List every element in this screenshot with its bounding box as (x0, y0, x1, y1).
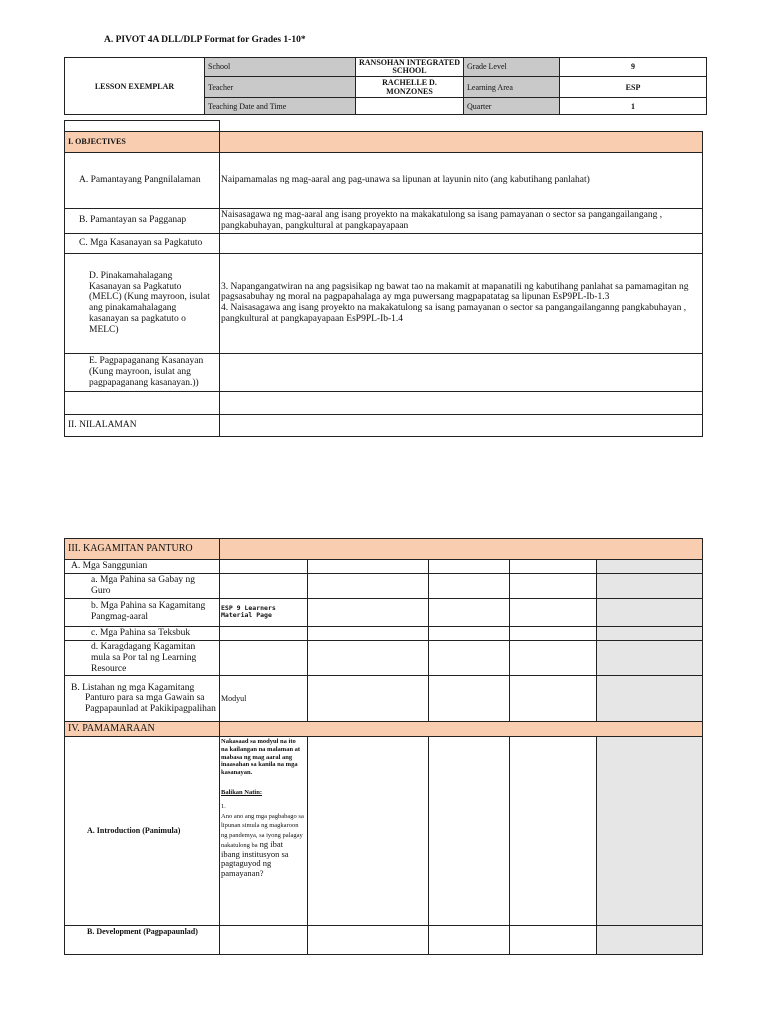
question-text-large: ng ibat ibang institusyon sa pagtaguyod ng pamayanan? (221, 838, 289, 879)
grade-level-value: 9 (560, 58, 707, 77)
introduction-content (220, 736, 308, 925)
melc-item-3: 3. Napangangatwiran na ang pagsisikap ng bawat tao na makamit at mapanatili ng kabutihang panlahat sa pamamagitan ng pagsasabuhay ng moral na pagpapahalaga ay mga puwersang magpapatatag sa lipunan EsP9PL-Ib-1.3 (221, 281, 689, 303)
intro-paragraph: Nakasaad sa modyul na ito na kailangan na malaman at mabasa ng mag aaral ang inaasahan sa kanila na mga kasanayan. (221, 737, 301, 777)
grade-level-label: Grade Level (464, 58, 560, 77)
content-heading: II. NILALAMAN (65, 414, 220, 436)
textbook-label: c. Mga Pahina sa Teksbuk (65, 626, 220, 640)
quarter-label: Quarter (464, 98, 560, 115)
procedure-heading: IV. PAMAMARAAN (65, 722, 220, 737)
materials-heading: III. KAGAMITAN PANTURO (65, 539, 220, 560)
question-number: 1. (221, 802, 226, 810)
teacher-value: RACHELLE D. MONZONES (356, 77, 464, 98)
teaching-date-value (356, 98, 464, 115)
performance-standard-label: B. Pamantayan sa Pagganap (65, 209, 220, 234)
melc-value (220, 253, 703, 353)
question-text-small: Ano ano ang mga pagbabago sa lipunan simula ng magkaroon ng pandemya, sa iyong palagay nakatulong ba (221, 812, 304, 849)
references-label: A. Mga Sanggunian (65, 560, 220, 574)
teaching-date-label: Teaching Date and Time (205, 98, 356, 115)
development-label: B. Development (Pagpapaunlad) (65, 925, 220, 954)
learners-material-value: ESP 9 Learners Material Page (220, 598, 308, 626)
teacher-label: Teacher (205, 77, 356, 98)
introduction-label: A. Introduction (Panimula) (65, 736, 220, 925)
lesson-exemplar-label: LESSON EXEMPLAR (65, 58, 205, 115)
learners-material-label: b. Mga Pahina sa Kagamitang Pangmag-aaral (65, 598, 220, 626)
performance-standard-value: Naisasagawa ng mag-aaral ang isang proyekto na makakatulong sa isang pamayanan o sector sa pangangailangang , pangkabuhayan, pangkultural at pangkapayapaan (220, 209, 703, 234)
learning-area-label: Learning Area (464, 77, 560, 98)
teachers-guide-label: a. Mga Pahina sa Gabay ng Guro (65, 573, 220, 598)
objectives-heading: I. OBJECTIVES (65, 132, 220, 153)
content-standard-label: A. Pamantayang Pangnilalaman (65, 153, 220, 209)
learning-area-value: ESP (560, 77, 707, 98)
school-value: RANSOHAN INTEGRATED SCHOOL (356, 58, 464, 77)
content-standard-value: Naipamamalas ng mag-aaral ang pag-unawa sa lipunan at layunin nito (ang kabutihang panlahat) (220, 153, 703, 209)
instructional-materials-label: B. Listahan ng mga Kagamitang Panturo para sa mga Gawain sa Pagpapaunlad at Pakikipagpalihan (65, 676, 220, 722)
balikan-heading: Balikan Natin: (221, 788, 262, 796)
objectives-table (64, 131, 703, 437)
instructional-materials-value: Modyul (220, 676, 308, 722)
lesson-header-table (64, 57, 707, 115)
lr-portal-label: d. Karagdagang Kagamitan mula sa Por tal ng Learning Resource (65, 640, 220, 676)
school-label: School (205, 58, 356, 77)
materials-procedure-table (64, 538, 703, 955)
learning-competencies-label: C. Mga Kasanayan sa Pagkatuto (65, 233, 220, 253)
melc-label: D. Pinakamahalagang Kasanayan sa Pagkatuto (MELC) (Kung mayroon, isulat ang pinakamahalagang kasanayan sa pagkatuto o MELC) (65, 253, 220, 353)
page-title: A. PIVOT 4A DLL/DLP Format for Grades 1-10* (104, 35, 306, 45)
melc-item-4: 4. Naisasagawa ang isang proyekto na makakatulong sa isang pamayanan o sector sa pangangailanganng pangkabuhayan , pangkultural at pangkapayapaan EsP9PL-Ib-1.4 (221, 303, 687, 325)
enabling-competencies-label: E. Pagpapaganang Kasanayan (Kung mayroon, isulat ang pagpapaganang kasanayan.)) (65, 353, 220, 391)
quarter-value: 1 (560, 98, 707, 115)
